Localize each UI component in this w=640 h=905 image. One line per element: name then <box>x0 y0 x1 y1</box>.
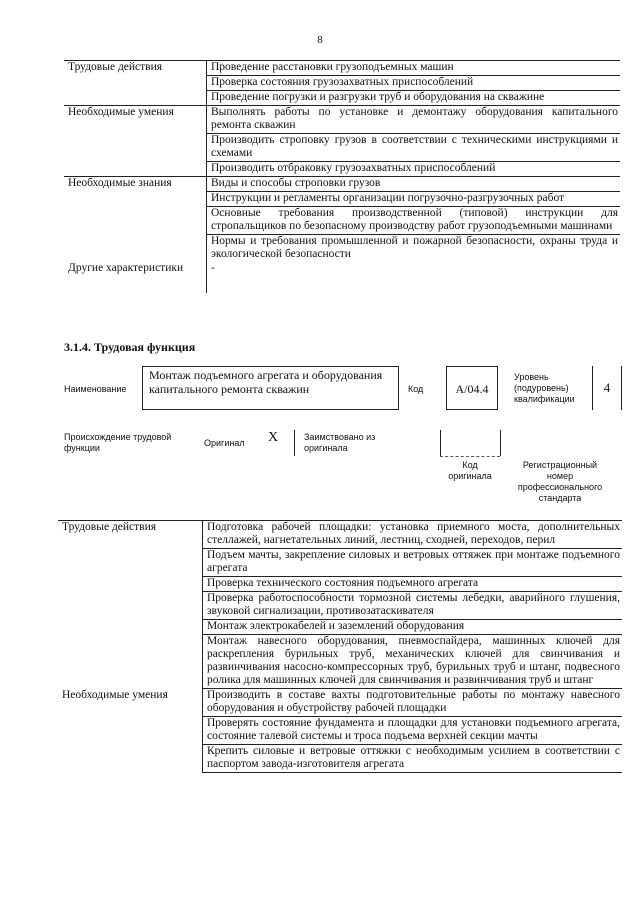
table-cell: Проведение погрузки и разгрузки труб и оборудования на скважине <box>207 91 621 106</box>
origin-label: Происхождение трудовой функции <box>64 432 172 453</box>
section-title: 3.1.4. Трудовая функция <box>64 340 196 354</box>
table-cell: Нормы и требования промышленной и пожарной безопасности, охраны труда и экологической безопасности <box>211 235 618 260</box>
table-cell: Производить в составе вахты подготовительные работы по монтажу навесного оборудования и обустройству рабочей площадки <box>203 689 623 717</box>
divider <box>294 430 295 456</box>
row-label: Необходимые умения <box>64 106 207 177</box>
table-cell: Крепить силовые и ветровые оттяжки с необходимым усилием в соответствии с паспортом завода-изготовителя агрегата <box>203 745 623 773</box>
requirements-table-2 <box>58 520 622 773</box>
row-label: Необходимые знания <box>64 177 207 263</box>
table-cell: Проверка технического состояния подъемного агрегата <box>203 577 623 592</box>
row-label: Другие характеристики <box>64 262 207 293</box>
table-cell: Основные требования производственной (типовой) инструкции для стропальщиков по безопасному производству работ грузоподъемными машинами <box>207 207 621 235</box>
level-label: Уровень (подуровень) квалификации <box>514 372 575 404</box>
table-cell: Проверка состояния грузозахватных приспособлений <box>207 76 621 91</box>
table-cell: Монтаж навесного оборудования, пневмоспайдера, машинных ключей для раскрепления бурильных труб, механических ключей для свинчивания и развинчивания насосно-компрессорных труб, бурильных труб и штанг, подвесного ролика для машинных ключей для свинчивания и развинчивания труб и штанг <box>203 635 623 689</box>
table-cell: Проверять состояние фундамента и площадки для установки подъемного агрегата, состояние талевой системы и троса подъема верхней секции мачты <box>203 717 623 745</box>
name-label: Наименование <box>64 384 127 394</box>
row-label: Трудовые действия <box>64 61 207 106</box>
requirements-table-1 <box>64 60 620 293</box>
code-original-label: Код оригинала <box>448 460 492 481</box>
table-cell: Подъем мачты, закрепление силовых и ветровых оттяжек при монтаже подъемного агрегата <box>203 549 623 577</box>
table-row <box>58 521 622 549</box>
table-cell: Инструкции и регламенты организации погрузочно-разгрузочных работ <box>207 192 621 207</box>
table-row <box>64 177 620 192</box>
function-name-value: Монтаж подъемного агрегата и оборудования капитального ремонта скважин <box>142 366 399 410</box>
divider <box>440 456 500 457</box>
page-number: 8 <box>317 34 323 46</box>
row-label: Необходимые умения <box>58 689 203 773</box>
table-cell: Производить строповку грузов в соответствии с техническими инструкциями и схемами <box>207 134 621 162</box>
original-mark: X <box>268 430 279 445</box>
code-value: A/04.4 <box>446 366 498 410</box>
table-cell: - <box>211 262 215 274</box>
reg-number-label: Регистрационный номер профессионального стандарта <box>517 460 603 503</box>
table-cell: Подготовка рабочей площадки: установка приемного моста, дополнительных стеллажей, нагнетательных линий, лестниц, сходней, переходов, перил <box>203 521 623 549</box>
divider <box>440 430 441 456</box>
table-cell: Производить отбраковку грузозахватных приспособлений <box>207 162 621 177</box>
table-cell: Виды и способы строповки грузов <box>207 177 621 192</box>
borrowed-label: Заимствовано из оригинала <box>304 432 376 453</box>
table-cell: Проведение расстановки грузоподъемных машин <box>207 61 621 76</box>
level-value: 4 <box>592 366 622 410</box>
table-row <box>64 106 620 134</box>
table-row <box>64 262 620 293</box>
table-row <box>64 61 620 76</box>
code-label: Код <box>408 384 424 394</box>
original-label: Оригинал <box>204 438 245 448</box>
row-label: Трудовые действия <box>58 521 203 689</box>
table-cell: Выполнять работы по установке и демонтажу оборудования капитального ремонта скважин <box>207 106 621 134</box>
table-cell: Проверка работоспособности тормозной системы лебедки, аварийного глушения, звуковой сигнализации, противозатаскивателя <box>203 592 623 620</box>
table-row <box>58 689 622 717</box>
table-cell: Монтаж электрокабелей и заземлений оборудования <box>203 620 623 635</box>
divider <box>500 430 501 456</box>
